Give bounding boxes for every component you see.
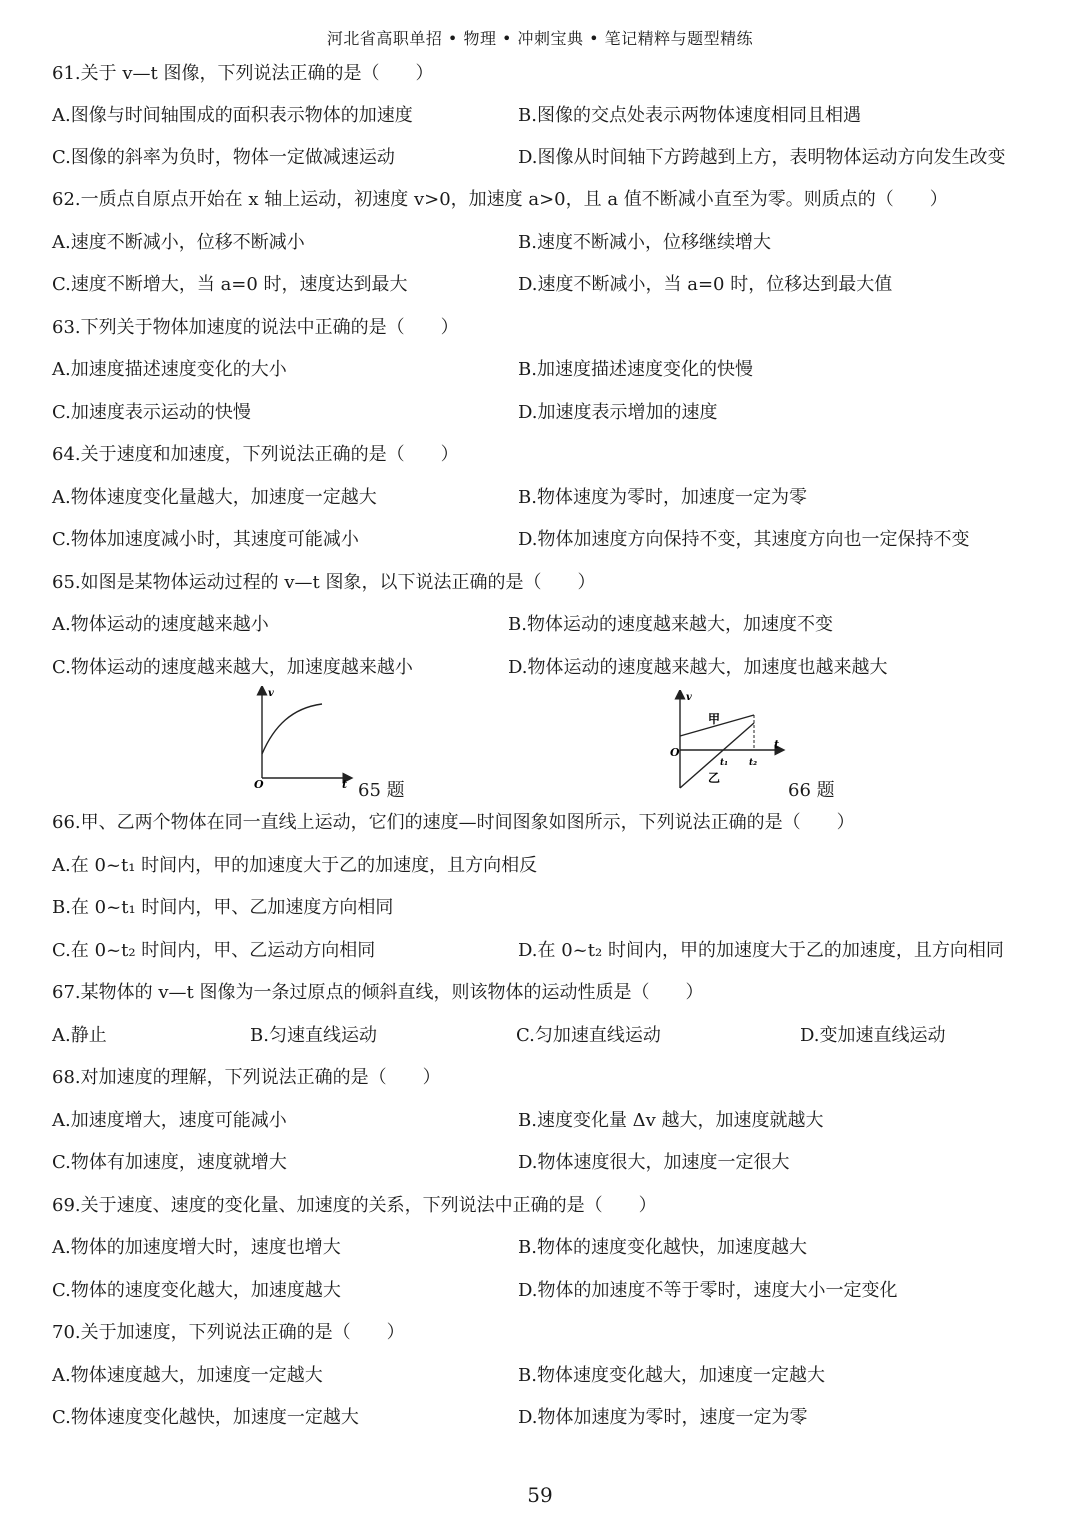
t-label: t [342,778,348,790]
q68-option-b: B.速度变化量 Δv 越大，加速度就越大 [518,1110,824,1131]
q61-option-d: D.图像从时间轴下方跨越到上方，表明物体运动方向发生改变 [518,147,1006,168]
q67-option-a: A.静止 [52,1025,107,1046]
figure-65-vt-graph [248,686,358,790]
figure-65-caption: 65 题 [358,780,405,801]
q64-option-d: D.物体加速度方向保持不变，其速度方向也一定保持不变 [518,529,970,550]
q66-option-d: D.在 0~t₂ 时间内，甲的加速度大于乙的加速度，且方向相同 [518,940,1004,961]
q62-option-a: A.速度不断减小，位移不断减小 [52,232,305,253]
t-label: t [774,738,780,751]
q65-option-d: D.物体运动的速度越来越大，加速度也越来越大 [508,657,888,678]
q64-option-c: C.物体加速度减小时，其速度可能减小 [52,529,359,550]
q70-stem: 70.关于加速度，下列说法正确的是（ ） [52,1322,405,1343]
q61-stem: 61.关于 v—t 图像，下列说法正确的是（ ） [52,63,434,84]
q62-option-b: B.速度不断减小，位移继续增大 [518,232,771,253]
q65-stem: 65.如图是某物体运动过程的 v—t 图象，以下说法正确的是（ ） [52,572,596,593]
q66-option-a: A.在 0~t₁ 时间内，甲的加速度大于乙的加速度，且方向相反 [52,855,538,876]
v-label: v [686,692,692,703]
q61-option-a: A.图像与时间轴围成的面积表示物体的加速度 [52,105,413,126]
q69-option-c: C.物体的速度变化越大，加速度越大 [52,1280,341,1301]
q67-option-d: D.变加速直线运动 [800,1025,946,1046]
q64-stem: 64.关于速度和加速度，下列说法正确的是（ ） [52,444,459,465]
q70-option-b: B.物体速度变化越大，加速度一定越大 [518,1365,825,1386]
figure-66-caption: 66 题 [788,780,835,801]
q68-option-a: A.加速度增大，速度可能减小 [52,1110,287,1131]
jia-label: 甲 [708,712,721,726]
q65-option-b: B.物体运动的速度越来越大，加速度不变 [508,614,833,635]
q63-option-b: B.加速度描述速度变化的快慢 [518,359,753,380]
v-label: v [268,688,274,699]
q64-option-a: A.物体速度变化量越大，加速度一定越大 [52,487,377,508]
q69-option-b: B.物体的速度变化越快，加速度越大 [518,1237,807,1258]
q61-option-b: B.图像的交点处表示两物体速度相同且相遇 [518,105,861,126]
page-header: 河北省高职单招 • 物理 • 冲刺宝典 • 笔记精粹与题型精练 [326,29,754,48]
page-number: 59 [527,1483,553,1507]
yi-label: 乙 [708,771,721,785]
q70-option-a: A.物体速度越大，加速度一定越大 [52,1365,323,1386]
q63-option-d: D.加速度表示增加的速度 [518,402,718,423]
q66-stem: 66.甲、乙两个物体在同一直线上运动，它们的速度—时间图象如图所示，下列说法正确的是（ ） [52,812,855,833]
q70-option-d: D.物体加速度为零时，速度一定为零 [518,1407,808,1428]
q68-option-d: D.物体速度很大，加速度一定很大 [518,1152,790,1173]
q64-option-b: B.物体速度为零时，加速度一定为零 [518,487,807,508]
q69-option-a: A.物体的加速度增大时，速度也增大 [52,1237,341,1258]
q62-stem: 62.一质点自原点开始在 x 轴上运动，初速度 v>0，加速度 a>0，且 a 值不断减小直至为零。则质点的（ ） [52,189,948,210]
q62-option-d: D.速度不断减小，当 a=0 时，位移达到最大值 [518,274,893,295]
q65-option-c: C.物体运动的速度越来越大，加速度越来越小 [52,657,413,678]
t2-label: t₂ [749,758,758,768]
q68-stem: 68.对加速度的理解，下列说法正确的是（ ） [52,1067,441,1088]
figure-66-vt-graph [666,690,786,794]
q66-option-b: B.在 0~t₁ 时间内，甲、乙加速度方向相同 [52,897,394,918]
q66-option-c: C.在 0~t₂ 时间内，甲、乙运动方向相同 [52,940,376,961]
q69-option-d: D.物体的加速度不等于零时，速度大小一定变化 [518,1280,898,1301]
origin-label: O [670,746,680,759]
q67-stem: 67.某物体的 v—t 图像为一条过原点的倾斜直线，则该物体的运动性质是（ ） [52,982,704,1003]
q63-option-a: A.加速度描述速度变化的大小 [52,359,287,380]
q70-option-c: C.物体速度变化越快，加速度一定越大 [52,1407,359,1428]
q69-stem: 69.关于速度、速度的变化量、加速度的关系，下列说法中正确的是（ ） [52,1195,657,1216]
q68-option-c: C.物体有加速度，速度就增大 [52,1152,287,1173]
q62-option-c: C.速度不断增大，当 a=0 时，速度达到最大 [52,274,408,295]
q67-option-c: C.匀加速直线运动 [516,1025,661,1046]
origin-label: O [254,778,264,790]
q63-stem: 63.下列关于物体加速度的说法中正确的是（ ） [52,317,459,338]
q63-option-c: C.加速度表示运动的快慢 [52,402,251,423]
q61-option-c: C.图像的斜率为负时，物体一定做减速运动 [52,147,395,168]
velocity-curve [262,704,322,754]
q67-option-b: B.匀速直线运动 [250,1025,377,1046]
t1-label: t₁ [720,758,729,768]
q65-option-a: A.物体运动的速度越来越小 [52,614,269,635]
